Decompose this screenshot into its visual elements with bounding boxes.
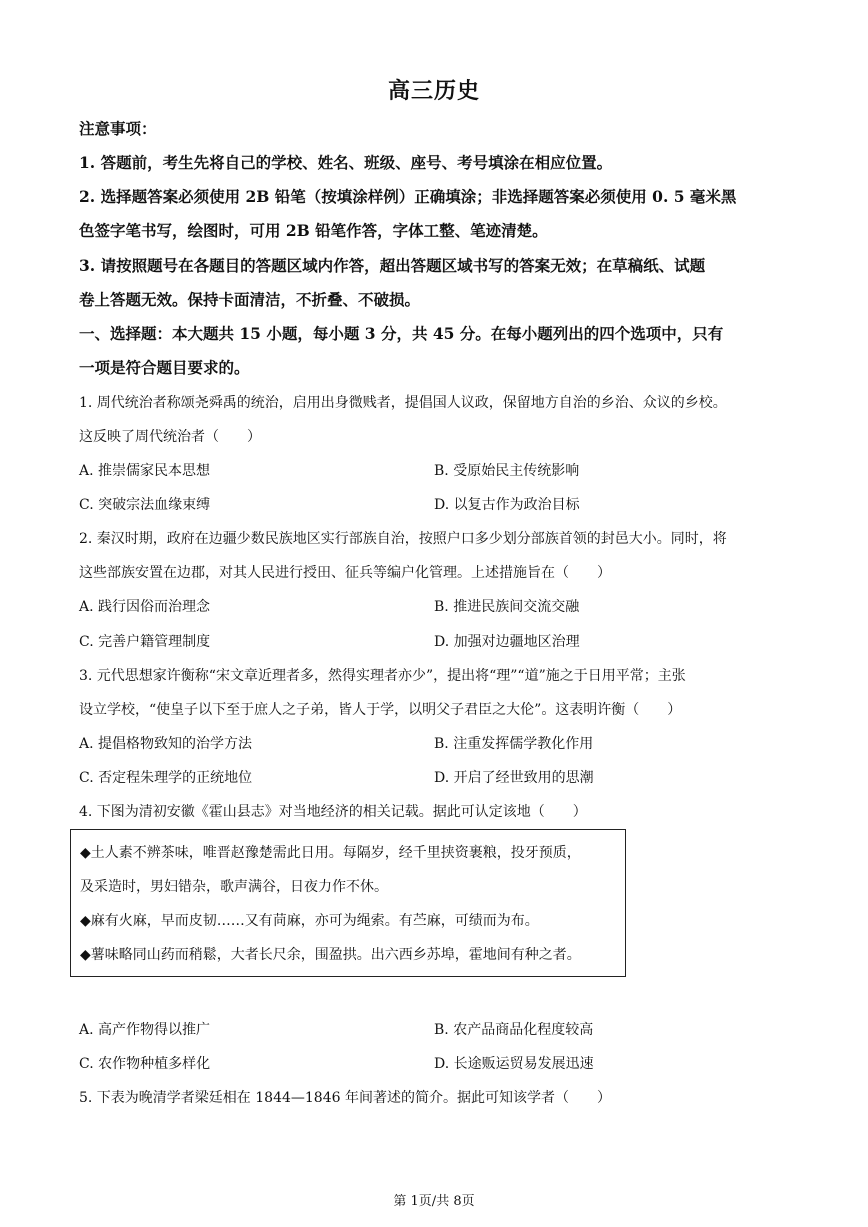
question-1-option-b: B. 受原始民主传统影响 (434, 463, 580, 479)
notice-line: 1. 答题前，考生先将自己的学校、姓名、班级、座号、考号填涂在相应位置。 (79, 153, 613, 172)
question-4-option-b: B. 农产品商品化程度较高 (434, 1022, 594, 1038)
question-4-option-c: C. 农作物种植多样化 (79, 1056, 211, 1072)
notice-heading: 注意事项： (79, 119, 157, 138)
question-3-option-d: D. 开启了经世致用的思潮 (434, 770, 594, 786)
question-3-stem: 设立学校，“使皇子以下至于庶人之子弟，皆人于学，以明父子君臣之大伦”。这表明许衡（ ） (79, 702, 682, 718)
page-footer: 第 1页/共 8页 (393, 1194, 475, 1209)
question-2-stem: 这些部族安置在边郡，对其人民进行授田、征兵等编户化管理。上述措施旨在（ ） (79, 565, 611, 581)
question-1-option-c: C. 突破宗法血缘束缚 (79, 497, 211, 513)
question-4-option-d: D. 长途贩运贸易发展迅速 (434, 1056, 594, 1072)
question-4-option-a: A. 高产作物得以推广 (79, 1022, 211, 1038)
question-5-stem: 5. 下表为晚清学者梁廷相在 1844—1846 年间著述的简介。据此可知该学者（ ） (79, 1090, 611, 1106)
question-3-option-a: A. 提倡格物致知的治学方法 (79, 736, 253, 752)
page-title: 高三历史 (387, 78, 480, 104)
excerpt-line: ◆麻有火麻，早而皮韧……又有苘麻，亦可为绳索。有苎麻，可绩而为布。 (80, 913, 539, 929)
question-2-stem: 2. 秦汉时期，政府在边疆少数民族地区实行部族自治，按照户口多少划分部族首领的封邑大小。同时，将 (79, 531, 727, 547)
question-2-option-c: C. 完善户籍管理制度 (79, 634, 211, 650)
section-heading: 一项是符合题目要求的。 (79, 358, 250, 377)
excerpt-line: 及采造时，男妇错杂，歌声满谷，日夜力作不休。 (80, 879, 388, 895)
section-heading: 一、选择题：本大题共 15 小题，每小题 3 分，共 45 分。在每小题列出的四个选项中，只有 (79, 324, 724, 343)
notice-line: 3. 请按照题号在各题目的答题区域内作答，超出答题区域书写的答案无效；在草稿纸、试题 (79, 256, 706, 275)
question-3-stem: 3. 元代思想家许衡称“宋文章近理者多，然得实理者亦少”，提出将“理”“道”施之于日用平常；主张 (79, 668, 686, 684)
question-1-stem: 这反映了周代统治者（ ） (79, 429, 261, 445)
question-2-option-d: D. 加强对边疆地区治理 (434, 634, 580, 650)
question-4-stem: 4. 下图为清初安徽《霍山县志》对当地经济的相关记载。据此可认定该地（ ） (79, 804, 587, 820)
excerpt-line: ◆薯味略同山药而稍鬆，大者长尺余，围盈拱。出六西乡苏埠，霍地间有种之者。 (80, 947, 581, 963)
notice-line: 2. 选择题答案必须使用 2B 铅笔（按填涂样例）正确填涂；非选择题答案必须使用 0. 5 毫米黑 (79, 187, 737, 206)
question-1-option-d: D. 以复古作为政治目标 (434, 497, 580, 513)
question-3-option-c: C. 否定程朱理学的正统地位 (79, 770, 253, 786)
question-1-stem: 1. 周代统治者称颂尧舜禹的统治，启用出身微贱者，提倡国人议政，保留地方自治的乡治、众议的乡校。 (79, 395, 727, 411)
question-3-option-b: B. 注重发挥儒学教化作用 (434, 736, 594, 752)
notice-line: 卷上答题无效。保持卡面清洁，不折叠、不破损。 (79, 290, 421, 309)
question-2-option-b: B. 推进民族间交流交融 (434, 599, 580, 615)
question-1-option-a: A. 推崇儒家民本思想 (79, 463, 211, 479)
excerpt-line: ◆土人素不辨茶味，唯晋赵豫楚需此日用。每隔岁，经千里挟资裹粮，投牙预质， (80, 845, 581, 861)
notice-line: 色签字笔书写，绘图时，可用 2B 铅笔作答，字体工整、笔迹清楚。 (79, 221, 548, 240)
question-2-option-a: A. 践行因俗而治理念 (79, 599, 211, 615)
